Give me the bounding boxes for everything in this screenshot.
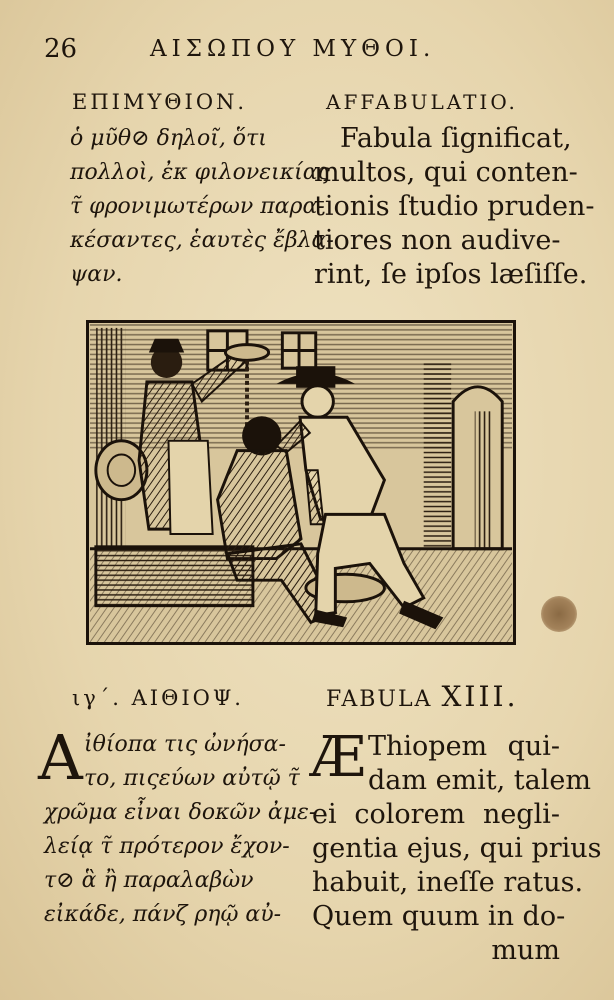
greek-fable-text xyxy=(44,728,317,932)
latin-fable-line: gentia ejus, qui prius xyxy=(312,833,602,864)
latin-fable-heading-numeral: XIII. xyxy=(441,680,519,713)
greek-fable-line: το, πιςεύων αὐτῷ τ̃ xyxy=(84,766,300,791)
affabulatio-text xyxy=(314,122,595,292)
latin-fable-text xyxy=(310,725,602,968)
latin-fable-line: Thiopem qui- xyxy=(368,731,560,762)
greek-fable-line: ἰθίοπα τις ὠνήσα- xyxy=(84,732,286,757)
epimythion-line: κέσαντες, ἑαυτὲς ἔβλα- xyxy=(70,228,334,253)
latin-fable-line: habuit, ineſſe ratus. xyxy=(312,867,584,898)
latin-dropcap: Æ xyxy=(310,725,367,790)
paper-stain xyxy=(541,596,577,632)
epimythion-line: πολλοὶ, ἐκ φιλονεικίας xyxy=(70,160,330,185)
greek-fable-line: εἰκάδε, πάνζ ρηῷ αὐ- xyxy=(44,902,282,927)
woodcut-illustration-icon xyxy=(86,320,516,645)
latin-fable-line: Quem quum in do- xyxy=(312,901,566,932)
greek-fable-line: χρῶμα εἶναι δοκῶν ἀμε- xyxy=(44,800,317,825)
affabulatio-line: Fabula ſignificat, xyxy=(340,123,572,154)
greek-dropcap: A xyxy=(38,721,83,794)
latin-fable-line: dam emit, talem xyxy=(368,765,591,796)
affabulatio-line: rint, ſe ipſos læſiſſe. xyxy=(314,259,588,290)
epimythion-heading: ΕΠΙΜΥΘΙΟΝ. xyxy=(72,90,248,114)
greek-fable-heading: ιγ΄. ΑΙΘΙΟΨ. xyxy=(72,686,244,710)
latin-fable-heading xyxy=(326,680,518,713)
epimythion-text xyxy=(70,122,334,292)
page-number: 26 xyxy=(44,34,78,64)
latin-fable-line: ei colorem negli- xyxy=(312,799,560,830)
affabulatio-line: multos, qui conten- xyxy=(314,157,578,188)
affabulatio-line: tiores non audive- xyxy=(314,225,561,256)
greek-fable-line: τ⊘ ἃ ἢ παραλαβὼν xyxy=(44,868,254,893)
affabulatio-heading: AFFABULATIO. xyxy=(326,90,518,114)
affabulatio-line: tionis ſtudio pruden- xyxy=(314,191,595,222)
latin-fable-line: mum xyxy=(491,935,560,966)
epimythion-line: ὁ μῦθ⊘ δηλοῖ, ὅτι xyxy=(70,126,267,151)
running-head: ΑΙΣΩΠΟΥ ΜΥΘΟΙ. xyxy=(150,36,436,62)
epimythion-line: τ̃ φρονιμωτέρων παρα- xyxy=(70,194,325,219)
greek-fable-line: λείᾳ τ̃ πρότερον ἔχον- xyxy=(44,834,290,859)
epimythion-line: ψαν. xyxy=(70,262,123,287)
latin-fable-heading-word: FABULA xyxy=(326,687,433,712)
